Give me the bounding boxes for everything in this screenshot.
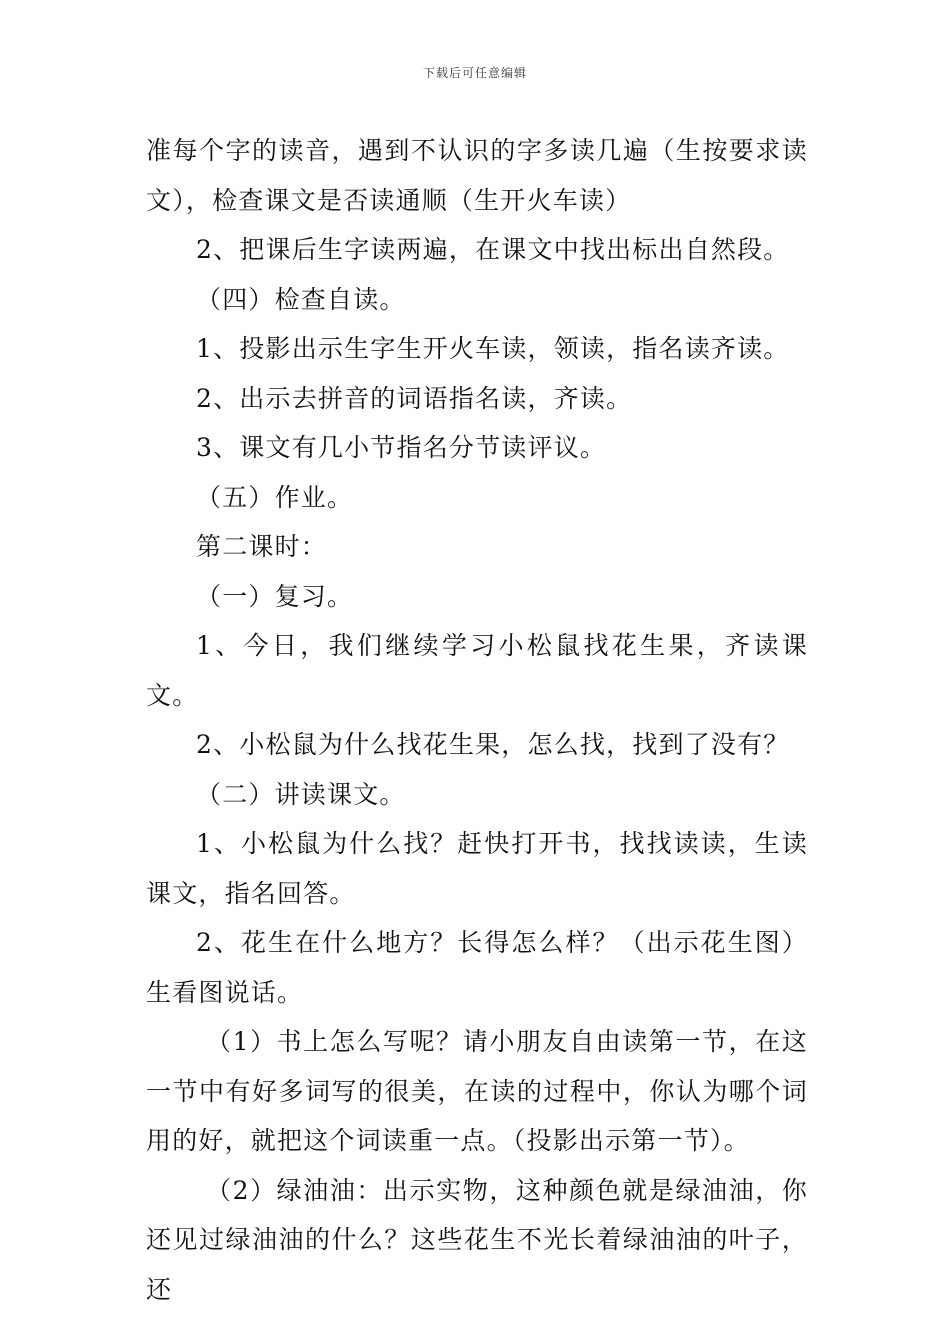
paragraph-6: 3、课文有几小节指名分节读评议。 (196, 433, 607, 462)
paragraph-2: 2、把课后生字读两遍，在课文中找出标出自然段。 (196, 235, 790, 264)
document-body (146, 126, 808, 1314)
paragraph-10: 1、今日，我们继续学习小松鼠找花生果，齐读课文。 (146, 631, 808, 710)
paragraph-15: （1）书上怎么写呢？请小朋友自由读第一节，在这一节中有好多词写的很美，在读的过程中，你认为哪个词用的好，就把这个词读重一点。（投影出示第一节）。 (146, 1027, 808, 1155)
paragraph-3: （四）检查自读。 (196, 284, 406, 314)
paragraph-1: 准每个字的读音，遇到不认识的字多读几遍（生按要求读文），检查课文是否读通顺（生开火车读） (146, 136, 808, 215)
paragraph-12: （二）讲读课文。 (196, 779, 406, 809)
paragraph-7: （五）作业。 (196, 482, 354, 512)
page-header: 下载后可任意编辑 (422, 66, 527, 80)
paragraph-16: （2）绿油油：出示实物，这种颜色就是绿油油，你还见过绿油油的什么？这些花生不光长着绿油油的叶子，还 (146, 1175, 808, 1304)
paragraph-13: 1、小松鼠为什么找？赶快打开书，找找读读，生读课文，指名回答。 (146, 829, 808, 908)
paragraph-11: 2、小松鼠为什么找花生果，怎么找，找到了没有？ (196, 730, 790, 759)
paragraph-4: 1、投影出示生字生开火车读，领读，指名读齐读。 (196, 334, 790, 363)
paragraph-14: 2、花生在什么地方？长得怎么样？（出示花生图）生看图说话。 (146, 928, 808, 1007)
paragraph-8: 第二课时： (196, 532, 328, 561)
paragraph-5: 2、出示去拼音的词语指名读，齐读。 (196, 383, 633, 413)
paragraph-9: （一）复习。 (196, 581, 354, 611)
